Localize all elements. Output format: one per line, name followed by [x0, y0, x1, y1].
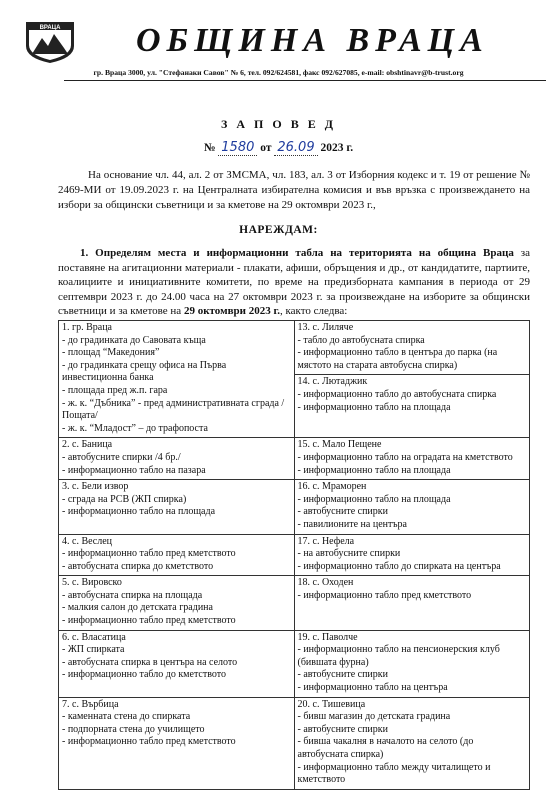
table-cell-left	[59, 438, 295, 480]
location-item: - площад “Македония”	[62, 347, 160, 359]
order-heading: З А П О В Е Д	[221, 117, 336, 131]
point-1	[58, 246, 530, 319]
table-row	[59, 576, 530, 630]
location-name: 20. с. Тишевица	[297, 698, 366, 710]
location-item: - информационно табло пред кметството	[62, 615, 236, 627]
cell-separator	[295, 374, 530, 375]
location-item: - ЖП спирката	[62, 644, 125, 656]
location-name: 15. с. Мало Пещене	[297, 439, 382, 451]
table-row	[59, 630, 530, 697]
location-name: 5. с. Вировско	[62, 577, 122, 589]
location-item: - павилионите на центъра	[297, 518, 407, 530]
address-line: гр. Враца 3000, ул. "Стефанаки Савов" № 6, тел. 092/624581, факс 092/627085, e-mail: obshtinavr@b-trust.org	[93, 68, 464, 77]
location-item: - автобусната спирка до кметството	[62, 560, 214, 572]
location-item: - бивш магазин до детската градина	[297, 711, 451, 723]
table-row	[59, 480, 530, 534]
point-1-tail: , както следва:	[279, 305, 348, 317]
number-prefix: №	[203, 142, 216, 154]
location-item: - табло до автобусната спирка	[297, 334, 425, 346]
order-year: 2023 г.	[320, 142, 354, 154]
table-row	[59, 534, 530, 576]
location-item: - сграда на РСВ (ЖП спирка)	[62, 493, 187, 505]
location-item: - подпорната стена до училището	[62, 723, 205, 735]
table-row	[59, 438, 530, 480]
location-item: - автобусната спирка на площада	[62, 589, 203, 601]
point-1-date: 29 октомври 2023 г.	[183, 305, 280, 317]
location-item: - автобусните спирки /4 бр./	[62, 451, 181, 463]
table-cell-right	[294, 321, 530, 438]
location-name: 2. с. Баница	[62, 439, 113, 451]
location-item: - ж. к. “Младост” – до трафопоста	[62, 422, 208, 434]
logo-text: ВРАЦА	[39, 25, 61, 31]
location-item: - информационно табло на центъра	[297, 682, 448, 694]
table-cell-left	[59, 480, 295, 534]
table-cell-right	[294, 534, 530, 576]
location-item: - информационно табло до автобусната спирка	[297, 388, 497, 400]
preamble: На основание чл. 44, ал. 2 от ЗМСМА, чл. 183, ал. 3 от Изборния кодекс и т. 19 от решение № 2469-МИ от 19.09.2023 г. на Централната избирателна комисия и във връзка с произвеждането на избори за общински съветници и за кметове на 29 октомври 2023 г.,	[58, 169, 530, 211]
location-name: 7. с. Върбица	[62, 698, 119, 710]
location-item: - автобусните спирки	[297, 669, 388, 681]
location-item: - информационно табло на площада	[297, 493, 451, 505]
location-item: - информационно табло на площада	[297, 401, 451, 413]
locations-table	[58, 320, 530, 790]
location-item: - площада пред ж.п. гара	[62, 384, 168, 396]
location-item: - информационно табло пред кметството	[62, 736, 236, 748]
decree-heading: НАРЕЖДАМ:	[239, 224, 318, 236]
location-name: 1. гр. Враца	[62, 322, 112, 333]
location-item: - информационно табло в центъра до парка (на мястото на старата автобусна спирка)	[297, 347, 498, 371]
location-name: 14. с. Лютаджик	[297, 376, 368, 388]
order-number-line	[0, 140, 557, 156]
table-cell-right	[294, 630, 530, 697]
location-item: - каменната стена до спирката	[62, 711, 191, 723]
table-cell-right	[294, 697, 530, 789]
location-item: - автобусната спирка в центъра на селото	[62, 656, 238, 668]
table-row	[59, 321, 530, 438]
location-item: - автобусните спирки	[297, 723, 388, 735]
location-item: - информационно табло до кметството	[62, 669, 226, 681]
location-item: - информационно табло пред кметството	[62, 548, 236, 560]
location-name: 6. с. Власатица	[62, 631, 126, 643]
location-item: - автобусните спирки	[297, 506, 388, 518]
municipality-title: ОБЩИНА ВРАЦА	[136, 22, 489, 59]
date-prefix: от	[260, 142, 272, 154]
location-item: - информационно табло на площада	[62, 506, 216, 518]
table-cell-left	[59, 534, 295, 576]
location-item: - информационно табло на площада	[297, 464, 451, 476]
table-cell-right	[294, 576, 530, 630]
table-cell-right	[294, 438, 530, 480]
location-name: 4. с. Веслец	[62, 535, 113, 547]
point-1-text: за поставяне на агитационни материали - плакати, афиши, обръщения и др., от кандидатите, партиите, коалициите и инициативните комитети, по време на предизборната кампания в периода от 29 септември 2023 г. до 24.00 часа на 27 октомври 2023 г. за произвеждане на изборите за общински съветници и за кметове на	[58, 247, 531, 317]
location-name: 13. с. Лиляче	[297, 322, 354, 333]
order-date: 26.09	[274, 140, 317, 156]
table-row	[59, 697, 530, 789]
table-cell-left	[59, 697, 295, 789]
location-item: - информационно табло на пенсионерския клуб (бившата фурна)	[297, 644, 500, 668]
location-name: 19. с. Паволче	[297, 631, 358, 643]
order-number: 1580	[218, 140, 257, 156]
location-item: - информационно табло пред кметството	[297, 589, 472, 601]
location-name: 3. с. Бели извор	[62, 481, 129, 493]
coat-of-arms-logo	[24, 18, 76, 64]
location-name: 16. с. Мраморен	[297, 481, 367, 493]
point-1-lead: 1. Определям места и информационни табла на територията на община Враца	[80, 247, 514, 259]
table-cell-left	[59, 321, 295, 438]
header-divider	[64, 80, 546, 81]
location-name: 17. с. Нефела	[297, 535, 355, 547]
location-item: - информационно табло на оградата на кметството	[297, 451, 513, 463]
location-item: - информационно табло на пазара	[62, 464, 206, 476]
location-item: - до градинката срещу офиса на Първа инвестиционна банка	[62, 359, 227, 384]
location-item: - ж. к. “Дъбника” - пред административната сграда /Пощата/	[62, 397, 285, 422]
location-item: - до градинката до Савовата къща	[62, 334, 206, 346]
location-item: - малкия салон до детската градина	[62, 602, 213, 614]
location-item: - на автобусните спирки	[297, 548, 401, 560]
table-cell-right	[294, 480, 530, 534]
table-cell-left	[59, 576, 295, 630]
location-item: - информационно табло между читалището и кметството	[297, 761, 491, 786]
location-name: 18. с. Оходен	[297, 577, 354, 589]
location-item: - информационно табло до спирката на центъра	[297, 560, 501, 572]
table-cell-left	[59, 630, 295, 697]
location-item: - бивша чакалня в началото на селото (до автобусната спирка)	[297, 736, 474, 760]
